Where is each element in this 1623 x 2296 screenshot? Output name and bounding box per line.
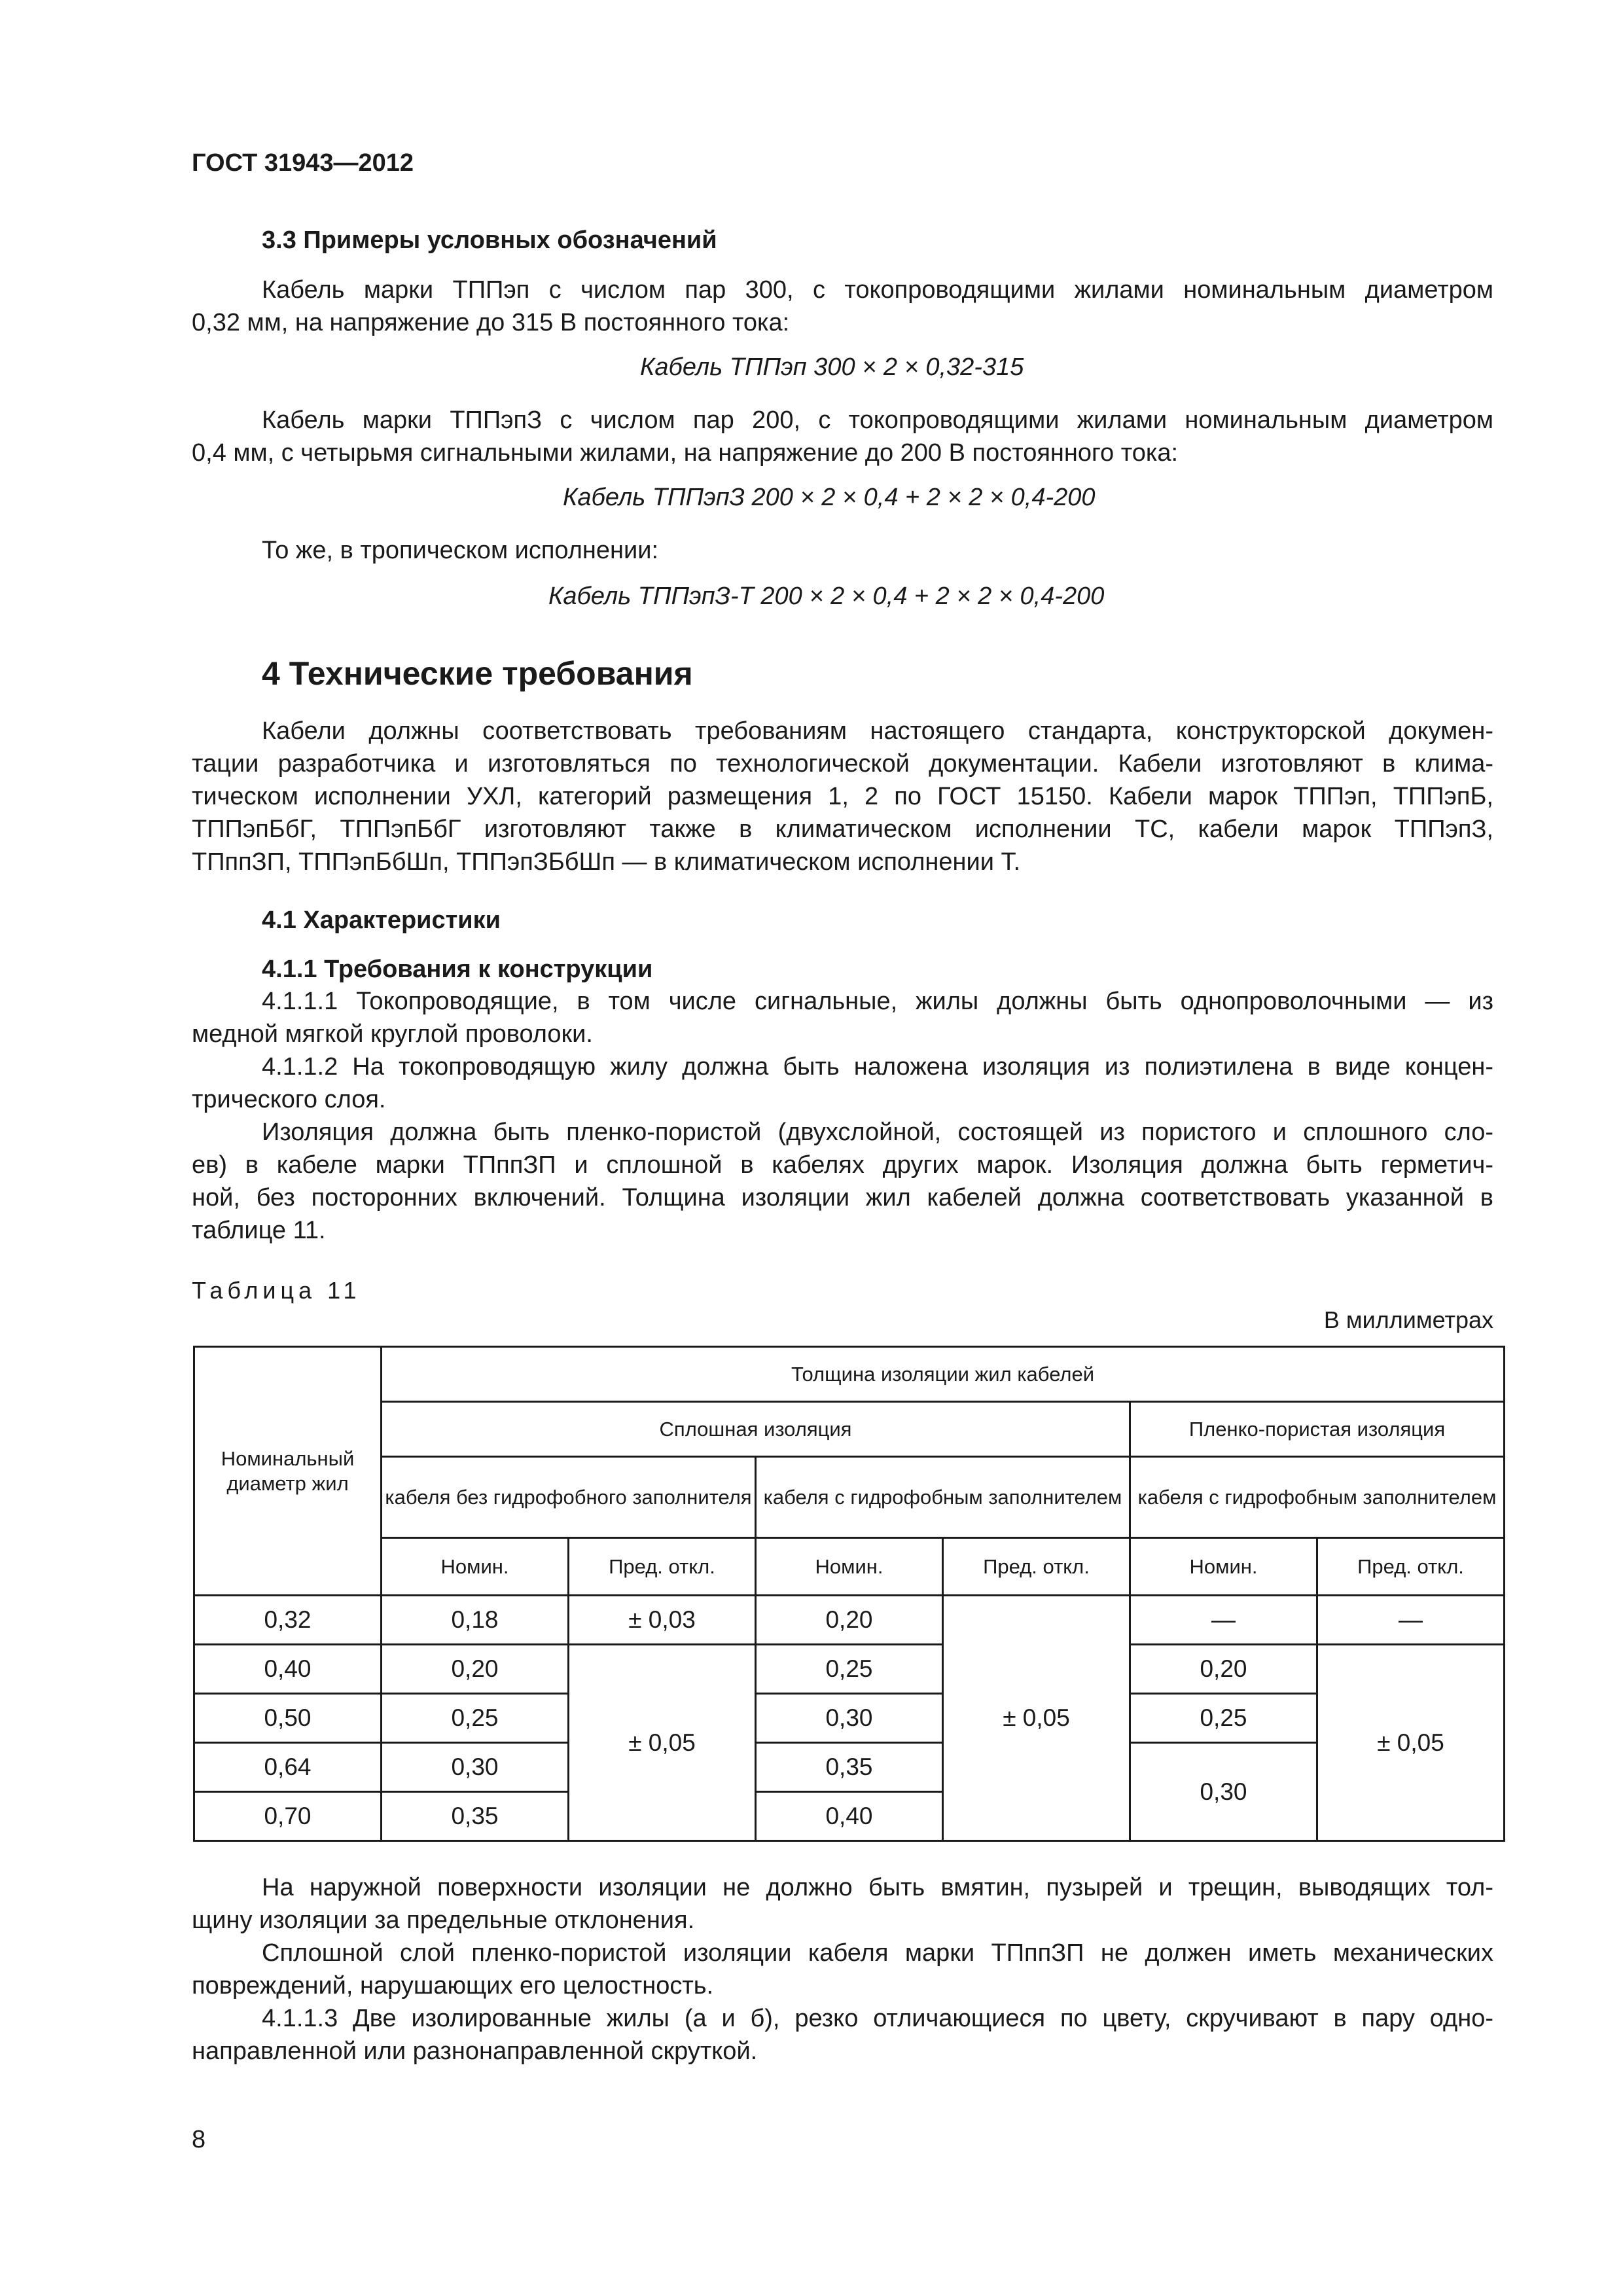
cell-nominal: 0,35 <box>756 1743 943 1792</box>
cell-nominal: 0,25 <box>756 1645 943 1694</box>
header-with-filler: кабеля с гидрофобным заполнителем <box>1130 1457 1505 1538</box>
section-3-3-heading: 3.3 Примеры условных обозначений <box>262 226 717 254</box>
header-no-filler: кабеля без гидрофобного заполнителя <box>382 1457 756 1538</box>
cell-diameter: 0,32 <box>194 1596 382 1645</box>
post-table-text <box>192 1871 1493 2068</box>
text-line: Кабель марки ТППэп с числом пар 300, с токопроводящими жилами номинальным диаметром <box>262 276 1493 304</box>
header-with-filler: кабеля с гидрофобным заполнителем <box>756 1457 1130 1538</box>
formula-1: Кабель ТППэп 300 × 2 × 0,32-315 <box>640 353 1024 381</box>
cell-nominal: 0,30 <box>756 1694 943 1743</box>
header-diameter: Номинальный диаметр жил <box>194 1347 382 1596</box>
header-solid: Сплошная изоляция <box>382 1402 1130 1457</box>
cell-nominal: 0,25 <box>1130 1694 1317 1743</box>
cell-deviation: — <box>1317 1596 1505 1645</box>
cell-nominal: 0,18 <box>382 1596 569 1645</box>
cell-deviation-merged: ± 0,05 <box>943 1596 1130 1841</box>
text-line: ТППэпБбГ, ТППэпБбГ изготовляют также в климатическом исполнении ТС, кабели марок ТППэпЗ, <box>192 816 1493 843</box>
cell-nominal: 0,20 <box>1130 1645 1317 1694</box>
cell-nominal-merged: 0,30 <box>1130 1743 1317 1841</box>
header-deviation: Пред. откл. <box>569 1538 756 1596</box>
cell-nominal: 0,35 <box>382 1792 569 1841</box>
text-line: трического слоя. <box>192 1086 386 1113</box>
cell-nominal: — <box>1130 1596 1317 1645</box>
text-line: 4.1.1.1 Токопроводящие, в том числе сигнальные, жилы должны быть однопроволочными — из <box>262 988 1493 1015</box>
header-nominal: Номин. <box>756 1538 943 1596</box>
section-4-1-heading: 4.1 Характеристики <box>262 906 501 934</box>
table-units: В миллиметрах <box>1323 1306 1493 1333</box>
text-line: Сплошной слой пленко-пористой изоляции кабеля марки ТПппЗП не должен иметь механических <box>262 1939 1493 1967</box>
section-3-3-paragraph-3 <box>262 534 658 567</box>
text-line: На наружной поверхности изоляции не должно быть вмятин, пузырей и трещин, выводящих тол- <box>262 1874 1493 1901</box>
cell-diameter: 0,70 <box>194 1792 382 1841</box>
table-row <box>194 1645 1623 1694</box>
formula-3: Кабель ТППэпЗ-Т 200 × 2 × 0,4 + 2 × 2 × 0,4-200 <box>548 583 1105 610</box>
text-line: ТПппЗП, ТППэпБбШп, ТППэпЗБбШп — в климатическом исполнении Т. <box>192 848 1021 876</box>
text-line: направленной или разнонаправленной скруткой. <box>192 2037 758 2065</box>
text-line: щину изоляции за предельные отклонения. <box>192 1907 695 1934</box>
cell-deviation-merged: ± 0,05 <box>569 1645 756 1841</box>
header-deviation: Пред. откл. <box>1317 1538 1505 1596</box>
text-line: Кабель марки ТППэпЗ с числом пар 200, с токопроводящими жилами номинальным диаметром <box>262 406 1493 434</box>
cell-diameter: 0,40 <box>194 1645 382 1694</box>
text-line: медной мягкой круглой проволоки. <box>192 1020 593 1048</box>
header-deviation: Пред. откл. <box>943 1538 1130 1596</box>
text-line: 4.1.1.2 На токопроводящую жилу должна быть наложена изоляция из полиэтилена в виде концен- <box>262 1053 1493 1081</box>
section-3-3-paragraph-1 <box>192 274 1493 339</box>
text-line: тическом исполнении УХЛ, категорий размещения 1, 2 по ГОСТ 15150. Кабели марок ТППэп, ТППэпБ, <box>192 783 1493 810</box>
document-code: ГОСТ 31943—2012 <box>192 149 414 177</box>
cell-deviation-merged: ± 0,05 <box>1317 1645 1505 1841</box>
cell-diameter: 0,64 <box>194 1743 382 1792</box>
header-nominal: Номин. <box>382 1538 569 1596</box>
table-caption: Таблица 11 <box>192 1277 361 1304</box>
text-line: таблице 11. <box>192 1217 326 1244</box>
text-line: повреждений, нарушающих его целостность. <box>192 1972 714 2000</box>
text-line: Изоляция должна быть пленко-пористой (двухслойной, состоящей из пористого и сплошного сло- <box>262 1119 1493 1146</box>
header-thickness: Толщина изоляции жил кабелей <box>382 1347 1505 1402</box>
section-4-paragraph <box>192 715 1493 878</box>
header-foam: Пленко-пористая изоляция <box>1130 1402 1505 1457</box>
cell-nominal: 0,25 <box>382 1694 569 1743</box>
cell-nominal: 0,40 <box>756 1792 943 1841</box>
text-line: Кабели должны соответствовать требованиям настоящего стандарта, конструкторской докумен- <box>262 717 1493 745</box>
page-number: 8 <box>192 2126 206 2153</box>
section-4-1-1-heading: 4.1.1 Требования к конструкции <box>262 956 653 983</box>
section-4-heading: 4 Технические требования <box>262 655 693 692</box>
text-line: То же, в тропическом исполнении: <box>262 537 659 564</box>
text-line: тации разработчика и изготовляться по технологической документации. Кабели изготовляют в клима- <box>192 750 1493 778</box>
cell-nominal: 0,20 <box>382 1645 569 1694</box>
section-4-1-1-text <box>192 985 1493 1247</box>
text-line: 0,32 мм, на напряжение до 315 В постоянного тока: <box>192 309 790 336</box>
text-line: ев) в кабеле марки ТПппЗП и сплошной в кабелях других марок. Изоляция должна быть герметич- <box>192 1151 1493 1179</box>
text-line: ной, без посторонних включений. Толщина изоляции жил кабелей должна соответствовать указанной в <box>192 1184 1493 1211</box>
section-3-3-paragraph-2 <box>192 404 1493 469</box>
text-line: 0,4 мм, с четырьмя сигнальными жилами, на напряжение до 200 В постоянного тока: <box>192 439 1179 467</box>
table-row <box>194 1596 1623 1645</box>
text-line: 4.1.1.3 Две изолированные жилы (а и б), резко отличающиеся по цвету, скручивают в пару одно- <box>262 2005 1493 2032</box>
cell-nominal: 0,30 <box>382 1743 569 1792</box>
insulation-thickness-table <box>193 1346 1623 1842</box>
cell-deviation: ± 0,03 <box>569 1596 756 1645</box>
cell-nominal: 0,20 <box>756 1596 943 1645</box>
formula-2: Кабель ТППэпЗ 200 × 2 × 0,4 + 2 × 2 × 0,4-200 <box>563 484 1096 511</box>
header-nominal: Номин. <box>1130 1538 1317 1596</box>
cell-diameter: 0,50 <box>194 1694 382 1743</box>
